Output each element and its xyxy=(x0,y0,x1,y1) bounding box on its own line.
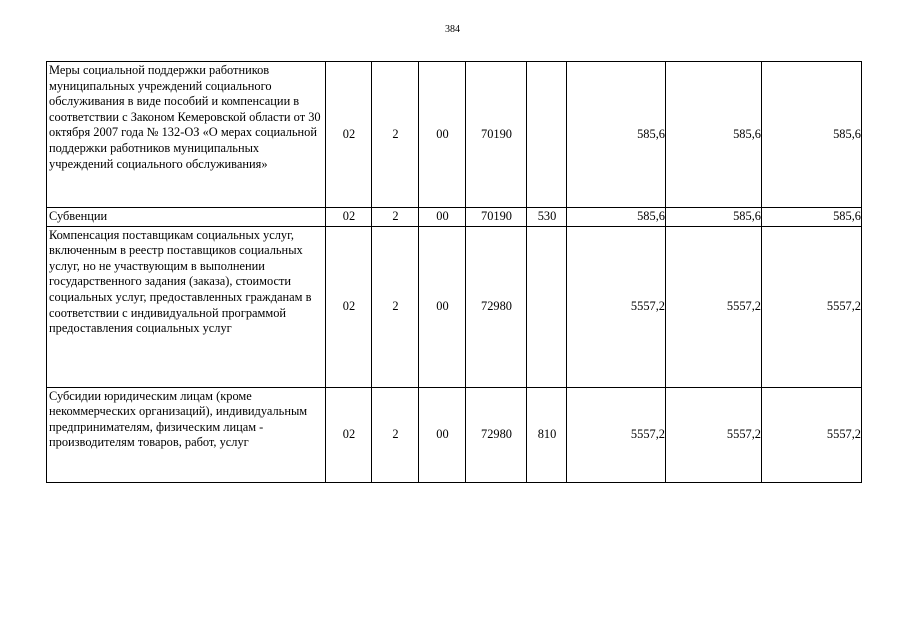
section-code: 02 xyxy=(326,62,372,208)
table-row xyxy=(47,387,862,482)
section-code: 02 xyxy=(326,387,372,482)
table-row xyxy=(47,208,862,227)
row-description: Компенсация поставщикам социальных услуг, включенным в реестр поставщиков социальных услуг, но не участвующим в выполнении государственного задания (заказа), стоимости социальных услуг, предоставленных гражданам в соответствии с индивидуальной программой предоставления социальных услуг xyxy=(47,226,326,387)
section-code: 02 xyxy=(326,208,372,227)
expense-type-code: 810 xyxy=(527,387,567,482)
subsection-code: 2 xyxy=(372,62,419,208)
amount-year-3: 5557,2 xyxy=(762,387,862,482)
amount-year-1: 5557,2 xyxy=(567,226,666,387)
table-row xyxy=(47,62,862,208)
program-code: 00 xyxy=(419,62,466,208)
subsection-code: 2 xyxy=(372,387,419,482)
amount-year-2: 5557,2 xyxy=(666,387,762,482)
amount-year-3: 5557,2 xyxy=(762,226,862,387)
page-number: 384 xyxy=(445,24,460,35)
expense-type-code xyxy=(527,226,567,387)
amount-year-1: 585,6 xyxy=(567,208,666,227)
program-code: 00 xyxy=(419,226,466,387)
amount-year-3: 585,6 xyxy=(762,208,862,227)
amount-year-3: 585,6 xyxy=(762,62,862,208)
program-code: 00 xyxy=(419,208,466,227)
row-description: Субвенции xyxy=(47,208,326,227)
amount-year-1: 5557,2 xyxy=(567,387,666,482)
subsection-code: 2 xyxy=(372,226,419,387)
program-code: 00 xyxy=(419,387,466,482)
amount-year-1: 585,6 xyxy=(567,62,666,208)
amount-year-2: 585,6 xyxy=(666,62,762,208)
target-article-code: 70190 xyxy=(466,62,527,208)
row-description: Меры социальной поддержки работников муниципальных учреждений социального обслуживания в виде пособий и компенсации в соответствии с Законом Кемеровской области от 30 октября 2007 года № 132-ОЗ «О мерах социальной поддержки работников муниципальных учреждений социального обслуживания» xyxy=(47,62,326,208)
section-code: 02 xyxy=(326,226,372,387)
budget-table xyxy=(46,61,862,483)
target-article-code: 72980 xyxy=(466,226,527,387)
table-row xyxy=(47,226,862,387)
expense-type-code xyxy=(527,62,567,208)
amount-year-2: 585,6 xyxy=(666,208,762,227)
expense-type-code: 530 xyxy=(527,208,567,227)
target-article-code: 70190 xyxy=(466,208,527,227)
subsection-code: 2 xyxy=(372,208,419,227)
amount-year-2: 5557,2 xyxy=(666,226,762,387)
target-article-code: 72980 xyxy=(466,387,527,482)
row-description: Субсидии юридическим лицам (кроме некоммерческих организаций), индивидуальным предпринимателям, физическим лицам - производителям товаров, работ, услуг xyxy=(47,387,326,482)
